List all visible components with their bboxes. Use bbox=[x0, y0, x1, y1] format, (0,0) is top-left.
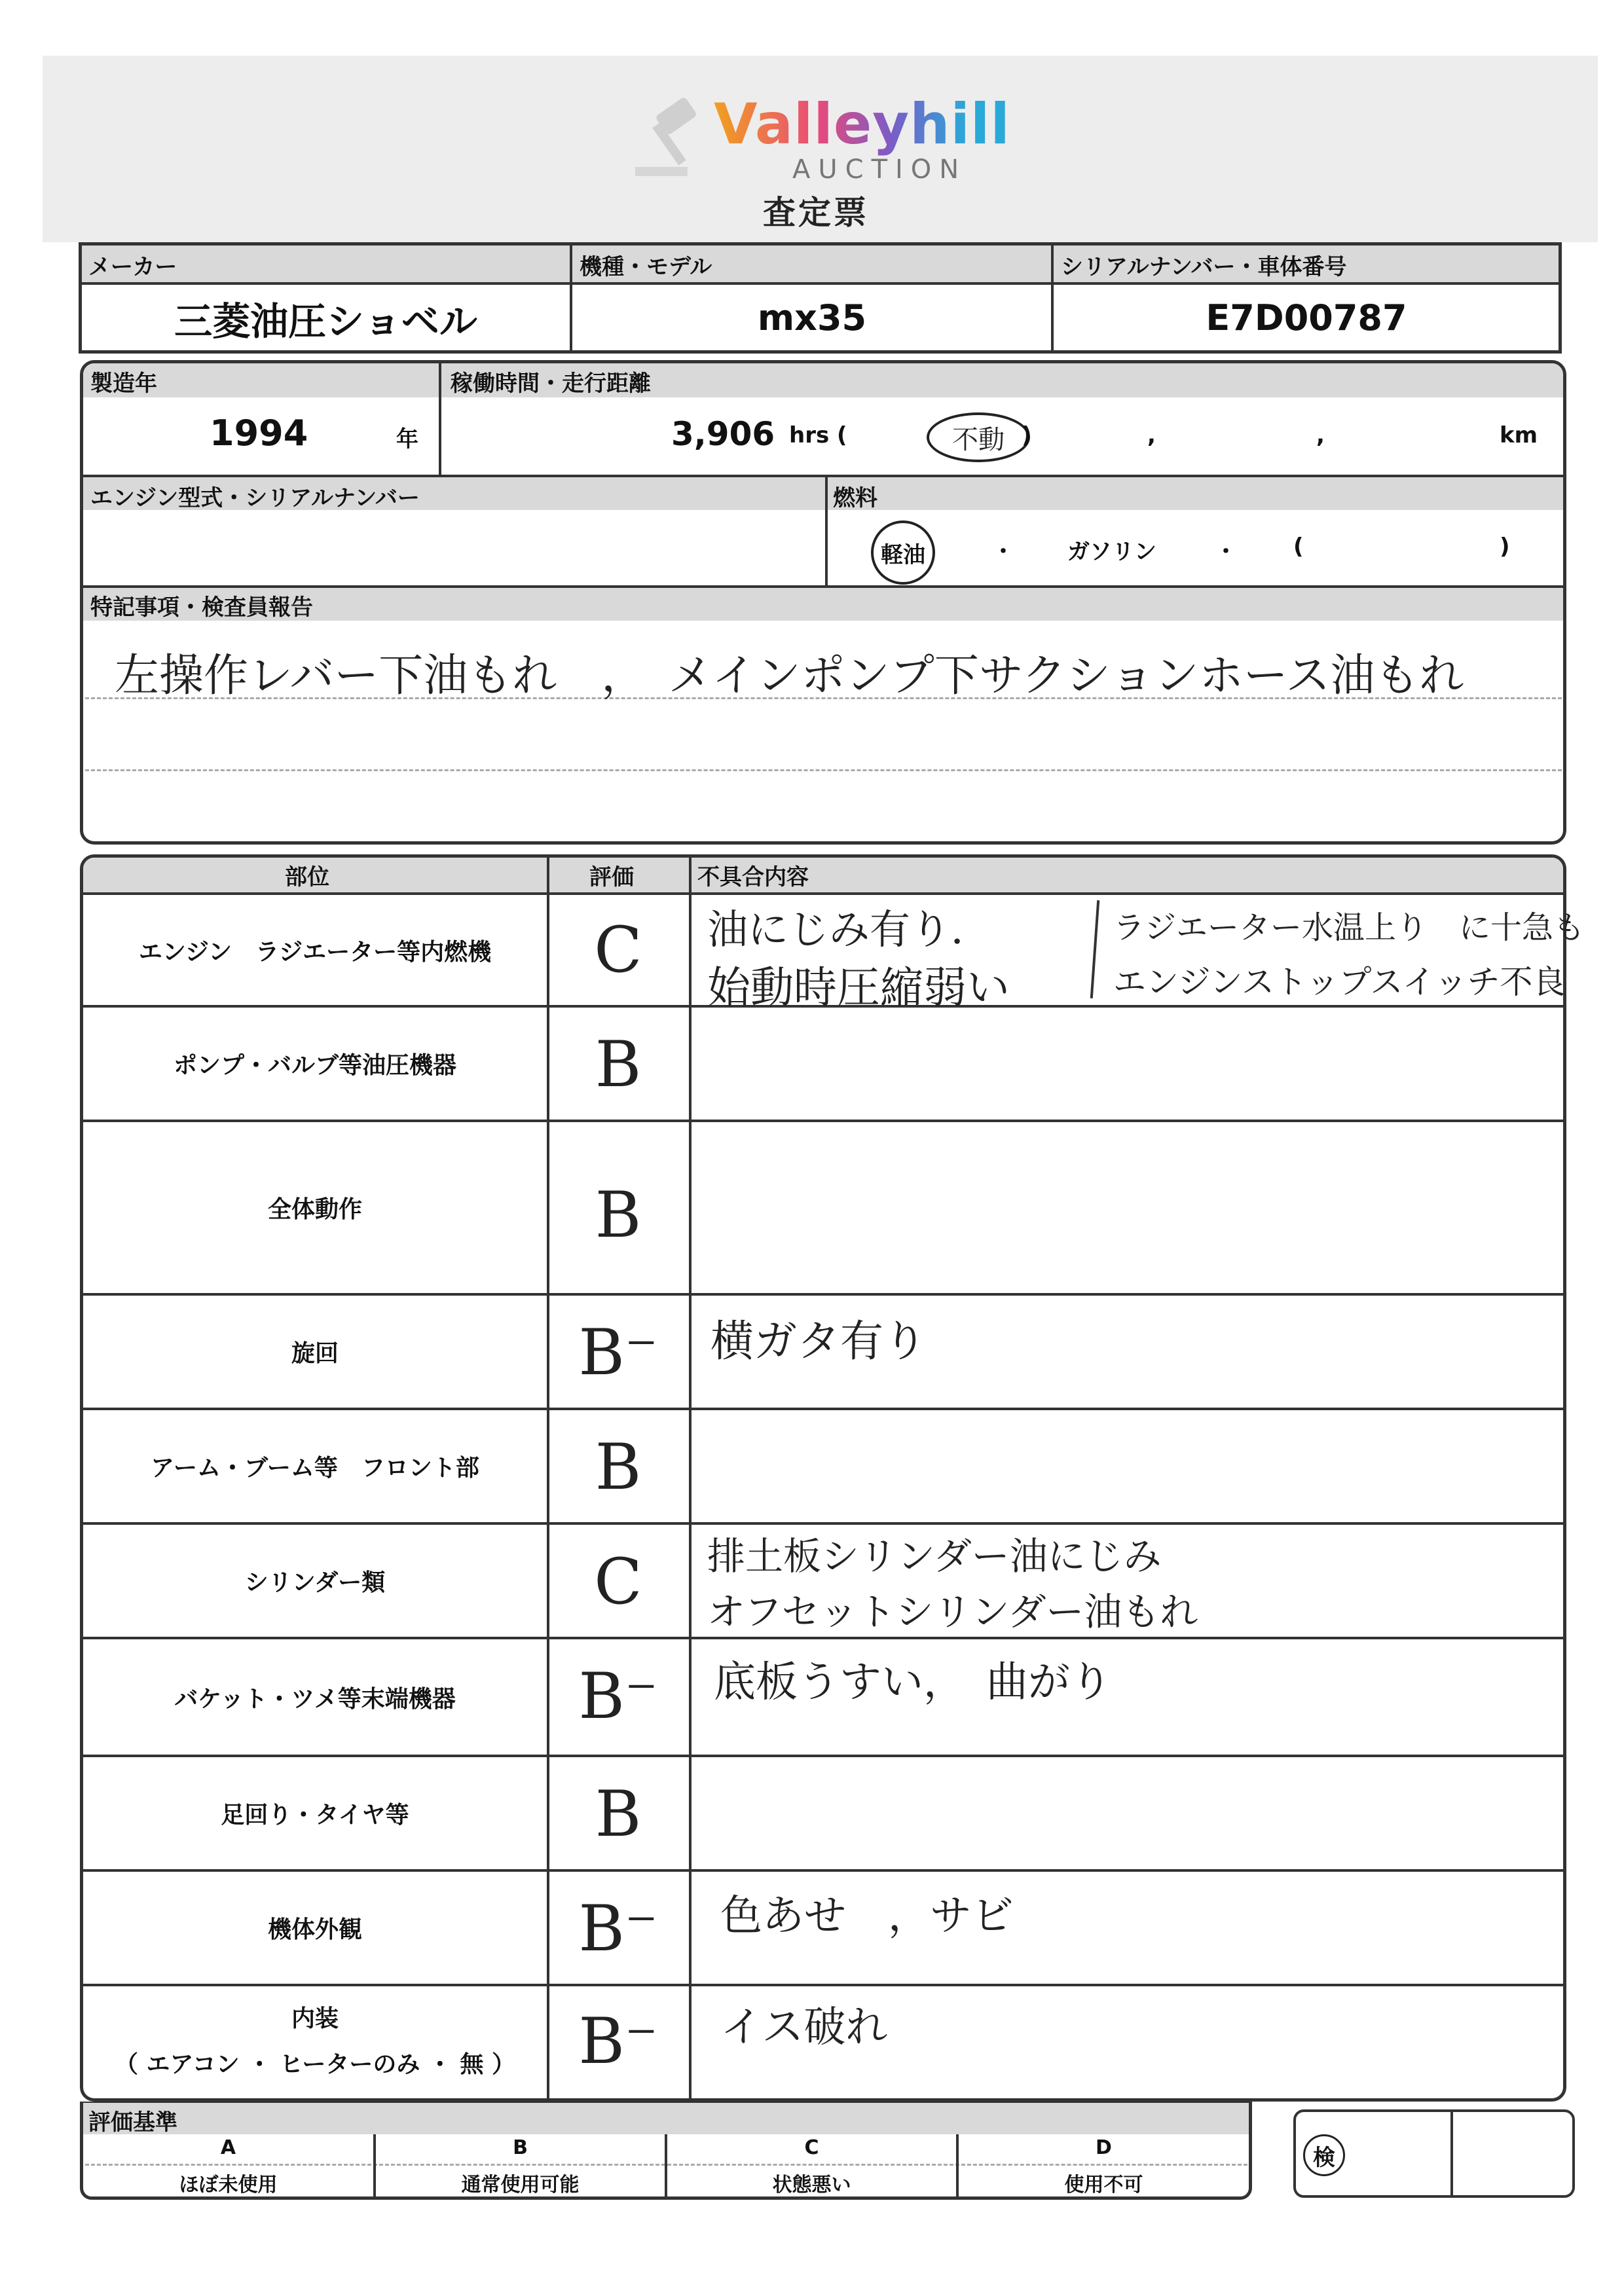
issue-engine-2: 始動時圧縮弱い bbox=[707, 962, 1010, 1013]
km-unit: km bbox=[1500, 422, 1538, 448]
fuel-open: ( bbox=[1293, 534, 1304, 560]
divider bbox=[570, 246, 572, 350]
divider bbox=[439, 363, 441, 475]
criteria-header-row bbox=[83, 2103, 1249, 2134]
grade-front: B bbox=[595, 1430, 642, 1504]
grade-overall: B bbox=[595, 1178, 642, 1252]
criteria-desc-d: 使用不可 bbox=[1064, 2174, 1143, 2196]
grade-bucket: B⁻ bbox=[578, 1660, 658, 1733]
grade-cylinder: C bbox=[594, 1545, 642, 1618]
year-unit: 年 bbox=[396, 426, 418, 452]
criteria-code-b: B bbox=[513, 2136, 528, 2159]
year-label: 製造年 bbox=[90, 371, 157, 397]
issue-exterior: 色あせ ，サビ bbox=[720, 1892, 1014, 1941]
divider bbox=[82, 282, 1559, 285]
hours-unit: hrs ( bbox=[789, 422, 847, 448]
issue-engine-1: 油にじみ有り． bbox=[707, 905, 992, 953]
criteria-code-d: D bbox=[1096, 2136, 1112, 2159]
part-exterior: 機体外観 bbox=[267, 1916, 362, 1943]
stamp-mark bbox=[1303, 2134, 1345, 2176]
col-grade: 評価 bbox=[589, 864, 634, 890]
part-bucket: バケット・ツメ等末端機器 bbox=[174, 1685, 456, 1713]
remarks-line bbox=[85, 769, 1562, 771]
grade-engine: C bbox=[594, 913, 642, 987]
remarks-text: 左操作レバー下油もれ ， メインポンプ下サクションホース油もれ bbox=[115, 650, 1464, 702]
issue-engine-4: エンジンストップスイッチ不良 bbox=[1113, 963, 1566, 1001]
maker-label: メーカー bbox=[88, 254, 177, 280]
criteria-desc-c: 状態悪い bbox=[772, 2174, 851, 2196]
fuel-dot-1: ・ bbox=[992, 539, 1014, 565]
issue-bucket: 底板うすい， 曲がり bbox=[714, 1658, 1112, 1707]
part-swing: 旋回 bbox=[291, 1340, 339, 1367]
serial-value: E7D00787 bbox=[1206, 297, 1407, 338]
grade-exterior: B⁻ bbox=[578, 1892, 658, 1965]
issue-interior: イス破れ bbox=[720, 2003, 888, 2052]
divider bbox=[1051, 246, 1054, 350]
grade-interior: B⁻ bbox=[578, 2005, 658, 2078]
stamp-label: 検 bbox=[1313, 2144, 1335, 2171]
hours-value: 3,906 bbox=[671, 415, 775, 453]
grade-undercarriage: B bbox=[595, 1777, 642, 1851]
part-interior-options: （ エアコン ・ ヒーターのみ ・ 無 ） bbox=[115, 2050, 515, 2078]
comma-1: , bbox=[1147, 422, 1156, 448]
issue-cylinder-2: オフセットシリンダー油もれ bbox=[707, 1590, 1198, 1634]
divider bbox=[689, 858, 692, 2098]
engine-label: エンジン型式・シリアルナンバー bbox=[90, 485, 420, 511]
fuel-gasoline: ガソリン bbox=[1067, 539, 1156, 565]
model-value: mx35 bbox=[757, 297, 867, 338]
col-issue: 不具合内容 bbox=[697, 864, 809, 890]
issue-swing: 横ガタ有り bbox=[710, 1316, 927, 1366]
divider bbox=[1450, 2112, 1453, 2195]
part-undercarriage: 足回り・タイヤ等 bbox=[221, 1802, 409, 1829]
issue-engine-3: ラジエーター水温上り に十急も bbox=[1113, 909, 1585, 946]
serial-label: シリアルナンバー・車体番号 bbox=[1061, 254, 1347, 280]
brand-subtitle: AUCTION bbox=[792, 155, 967, 185]
fuel-label: 燃料 bbox=[833, 485, 877, 511]
part-overall: 全体動作 bbox=[267, 1196, 362, 1223]
comma-2: , bbox=[1316, 422, 1325, 448]
fuel-diesel: 軽油 bbox=[881, 541, 925, 568]
maker-value: 三菱油圧ショベル bbox=[174, 299, 477, 344]
fuel-close: ) bbox=[1500, 534, 1510, 560]
model-label: 機種・モデル bbox=[580, 254, 712, 280]
part-interior: 内装 bbox=[291, 2005, 339, 2032]
grade-pump: B bbox=[595, 1028, 642, 1101]
info-header-row bbox=[83, 363, 1563, 397]
hours-close: ) bbox=[1022, 422, 1032, 448]
criteria-code-c: C bbox=[804, 2136, 819, 2159]
hours-note: 不動 bbox=[952, 424, 1005, 455]
criteria-desc-a: ほぼ未使用 bbox=[179, 2174, 278, 2196]
part-pump: ポンプ・バルブ等油圧機器 bbox=[173, 1052, 456, 1079]
criteria-code-a: A bbox=[220, 2136, 236, 2159]
divider bbox=[83, 1984, 1563, 1986]
page-title: 査定票 bbox=[763, 194, 869, 232]
hours-label: 稼働時間・走行距離 bbox=[451, 371, 651, 397]
divider bbox=[825, 477, 828, 585]
year-value: 1994 bbox=[210, 412, 308, 454]
gavel-icon bbox=[632, 92, 710, 186]
criteria-label: 評価基準 bbox=[88, 2109, 177, 2136]
fuel-dot-2: ・ bbox=[1215, 539, 1237, 565]
grade-swing: B⁻ bbox=[578, 1316, 658, 1389]
brand-logo: Valleyhill bbox=[714, 92, 1010, 157]
col-part: 部位 bbox=[285, 864, 329, 890]
part-cylinder: シリンダー類 bbox=[244, 1569, 386, 1596]
part-front: アーム・ブーム等 フロント部 bbox=[151, 1455, 479, 1482]
remarks-label: 特記事項・検査員報告 bbox=[90, 594, 313, 621]
hours-note-circle bbox=[927, 412, 1030, 462]
criteria-desc-b: 通常使用可能 bbox=[461, 2174, 580, 2196]
issue-cylinder-1: 排土板シリンダー油にじみ bbox=[707, 1534, 1162, 1578]
part-engine: エンジン ラジエーター等内燃機 bbox=[138, 938, 492, 966]
fuel-diesel-circle bbox=[871, 520, 935, 585]
